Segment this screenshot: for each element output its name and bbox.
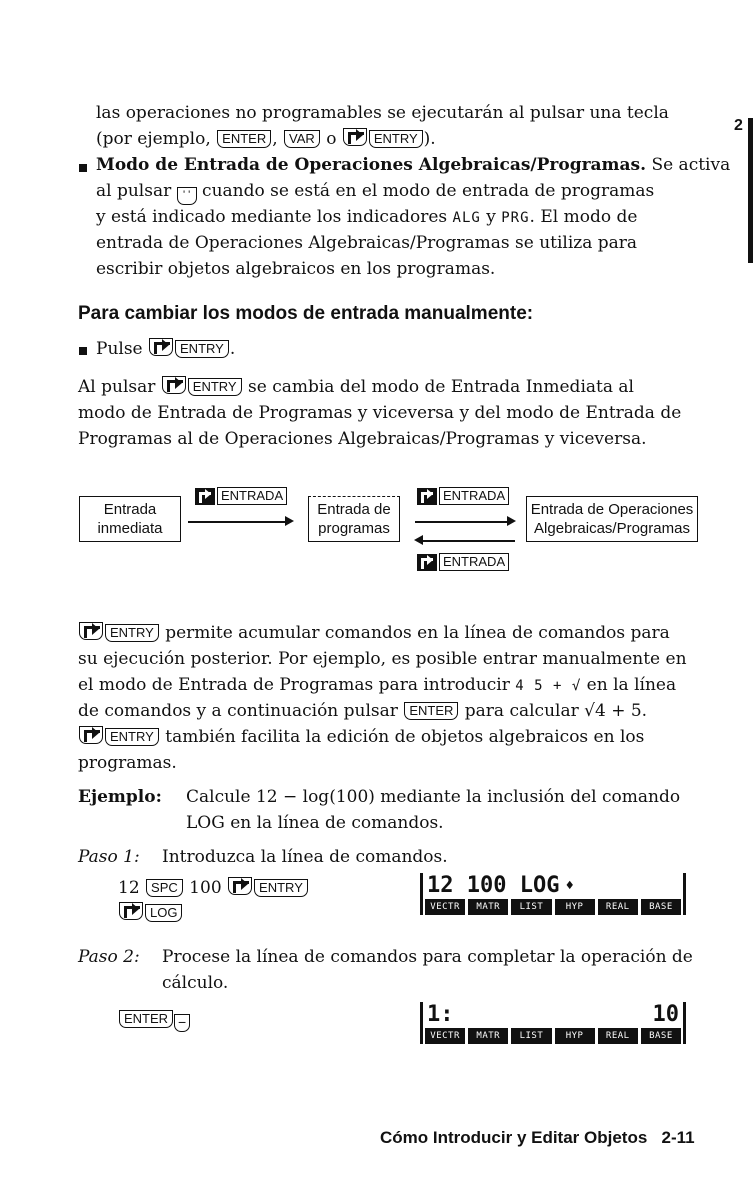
p2-text: también facilita la edición de objetos algebraicos en los — [159, 727, 645, 747]
entry-key: ENTRY — [188, 378, 242, 396]
bullet1-line-1 — [96, 152, 730, 178]
step1-label: Paso 1: — [78, 847, 140, 867]
step1-text: Introduzca la línea de comandos. — [162, 847, 448, 867]
p1-text: se cambia del modo de Entrada Inmediata al — [242, 377, 634, 397]
menu-base: BASE — [641, 1028, 681, 1044]
step1-keys-line-1 — [118, 875, 309, 901]
bullet1-line-4 — [96, 230, 637, 256]
entry-key: ENTRY — [175, 340, 229, 358]
screen-text: 12 100 LOG — [427, 873, 560, 898]
bullet1-text: al pulsar — [96, 181, 177, 201]
chapter-tab-number: 2 — [734, 117, 743, 134]
quote-key: ' ' — [177, 187, 197, 205]
enter-key: ENTER — [119, 1010, 173, 1028]
box-algebraic-entry — [526, 496, 698, 542]
step2-line-1: Procese la línea de comandos para completar la operación de — [162, 947, 693, 967]
right-shift-key-icon — [228, 877, 252, 895]
right-shift-key-icon — [162, 376, 186, 394]
entry-key: ENTRY — [105, 728, 159, 746]
enter-key: ENTER — [217, 130, 271, 148]
intro-text-2: (por ejemplo, — [96, 129, 217, 149]
section-heading: Para cambiar los modos de entrada manualmente: — [78, 303, 534, 324]
step1-num: 100 — [183, 878, 228, 898]
arrow-line-1 — [188, 521, 288, 523]
code-text: 4 5 + √ — [515, 678, 582, 694]
cursor-icon: ♦ — [565, 878, 574, 894]
calculator-screen-step1 — [420, 873, 686, 915]
spc-key: SPC — [146, 879, 183, 897]
right-shift-icon — [417, 488, 437, 505]
intro-line-2 — [96, 126, 436, 152]
box-label: Algebraicas/Programas — [534, 520, 690, 537]
chapter-tab-bar — [748, 118, 753, 263]
bullet1-line-2 — [96, 178, 654, 205]
p1-text: modo de Entrada de Programas y viceversa y del modo de Entrada de — [78, 403, 682, 423]
prg-indicator: PRG — [501, 210, 530, 226]
right-shift-key-icon — [149, 338, 173, 356]
alg-indicator: ALG — [452, 210, 481, 226]
log-key: LOG — [145, 904, 182, 922]
p2-text: su ejecución posterior. Por ejemplo, es posible entrar manualmente en — [78, 649, 687, 669]
right-shift-key-icon — [119, 902, 143, 920]
menu-matr: MATR — [468, 1028, 508, 1044]
arrow-line-2 — [415, 521, 510, 523]
p2-text: para calcular — [459, 701, 585, 721]
intro-line-1 — [96, 100, 669, 126]
p2-line-3 — [78, 672, 676, 699]
enter-key: ENTER — [404, 702, 458, 720]
arrow-right-icon — [507, 516, 516, 526]
entry-key: ENTRY — [369, 130, 423, 148]
menu-bar — [423, 899, 683, 915]
section-p1-line-1 — [78, 374, 634, 400]
section-p1-line-2 — [78, 400, 681, 426]
screen-command-line — [423, 873, 683, 899]
bullet1-bold: Modo de Entrada de Operaciones Algebraicas/Programas. — [96, 155, 647, 175]
menu-real: REAL — [598, 899, 638, 915]
p2-text: programas. — [78, 753, 177, 773]
arrow-line-3 — [420, 540, 515, 542]
calculator-screen-step2 — [420, 1002, 686, 1044]
bullet-icon — [79, 347, 87, 355]
p2-text: en la línea — [581, 675, 677, 695]
screen-stack-line — [423, 1002, 683, 1028]
sep: o — [320, 129, 342, 149]
p2-line-1 — [78, 620, 670, 646]
intro-text-1: las operaciones no programables se ejecutarán al pulsar una tecla — [96, 103, 669, 123]
p2-text: de comandos y a continuación pulsar — [78, 701, 404, 721]
menu-vectr: VECTR — [425, 1028, 465, 1044]
menu-hyp: HYP — [555, 899, 595, 915]
stack-value: 10 — [652, 1002, 679, 1027]
box-immediate-entry — [79, 496, 181, 542]
right-shift-key-icon — [79, 726, 103, 744]
step2-line-2: cálculo. — [162, 973, 229, 993]
example-label: Ejemplo: — [78, 787, 162, 807]
minus-key: − — [174, 1014, 190, 1032]
menu-bar — [423, 1028, 683, 1044]
example-line-1: Calcule 12 − log(100) mediante la inclusión del comando — [186, 787, 681, 807]
step1-keys-line-2 — [118, 900, 183, 926]
sep: , — [272, 129, 284, 149]
menu-base: BASE — [641, 899, 681, 915]
bullet1-text: Se activa — [646, 155, 731, 175]
menu-list: LIST — [511, 1028, 551, 1044]
p2-line-2 — [78, 646, 687, 672]
box-label: Entrada de — [317, 501, 391, 518]
p2-line-4 — [78, 698, 647, 724]
p2-text: el modo de Entrada de Programas para introducir — [78, 675, 516, 695]
footer-title: Cómo Introducir y Editar Objetos — [380, 1128, 648, 1147]
pulse-text: . — [229, 339, 236, 359]
box-label: programas — [318, 520, 390, 537]
menu-hyp: HYP — [555, 1028, 595, 1044]
step2-label: Paso 2: — [78, 947, 140, 967]
var-key: VAR — [284, 130, 320, 148]
step1-num: 12 — [118, 878, 146, 898]
pulse-line — [96, 336, 235, 362]
math-expression: √4 + 5 — [584, 701, 642, 721]
bullet1-text: y está indicado mediante los indicadores — [96, 207, 453, 227]
right-shift-icon — [417, 554, 437, 571]
right-shift-key-icon — [79, 622, 103, 640]
pulse-text: Pulse — [96, 339, 149, 359]
menu-list: LIST — [511, 899, 551, 915]
right-shift-icon — [195, 488, 215, 505]
entrada-label: ENTRADA — [439, 487, 509, 505]
arrow-left-icon — [414, 535, 423, 545]
p2-text: . — [641, 701, 648, 721]
stack-level: 1: — [427, 1002, 454, 1027]
bullet-icon — [79, 164, 87, 172]
entry-key: ENTRY — [254, 879, 308, 897]
arrow-label-1 — [195, 487, 287, 505]
sep: ). — [423, 129, 436, 149]
menu-vectr: VECTR — [425, 899, 465, 915]
p2-text: permite acumular comandos en la línea de comandos para — [159, 623, 670, 643]
page-footer — [380, 1128, 695, 1148]
menu-matr: MATR — [468, 899, 508, 915]
box-program-entry — [308, 496, 400, 542]
entrada-label: ENTRADA — [217, 487, 287, 505]
step2-keys — [118, 1006, 190, 1032]
entrada-label: ENTRADA — [439, 553, 509, 571]
bullet1-text: cuando se está en el modo de entrada de programas — [196, 181, 655, 201]
bullet1-text: entrada de Operaciones Algebraicas/Programas se utiliza para — [96, 233, 638, 253]
box-label: inmediata — [97, 520, 163, 537]
arrow-label-2 — [417, 487, 509, 505]
bullet1-line-5 — [96, 256, 495, 282]
p2-line-6 — [78, 750, 177, 776]
p1-text: Programas al de Operaciones Algebraicas/Programas y viceversa. — [78, 429, 647, 449]
p2-line-5 — [78, 724, 644, 750]
box-label: Entrada — [103, 501, 157, 518]
section-p1-line-3 — [78, 426, 646, 452]
bullet1-text: escribir objetos algebraicos en los programas. — [96, 259, 496, 279]
p1-text: Al pulsar — [78, 377, 161, 397]
example-line-2: LOG en la línea de comandos. — [186, 813, 444, 833]
bullet1-text: y — [480, 207, 502, 227]
arrow-right-icon — [285, 516, 294, 526]
menu-real: REAL — [598, 1028, 638, 1044]
page-number: 2-11 — [661, 1128, 695, 1147]
bullet1-text: . El modo de — [529, 207, 638, 227]
arrow-label-3 — [417, 553, 509, 571]
entry-key: ENTRY — [105, 624, 159, 642]
box-label: Entrada de Operaciones — [530, 501, 694, 518]
bullet1-line-3 — [96, 204, 637, 231]
right-shift-key-icon — [343, 128, 367, 146]
